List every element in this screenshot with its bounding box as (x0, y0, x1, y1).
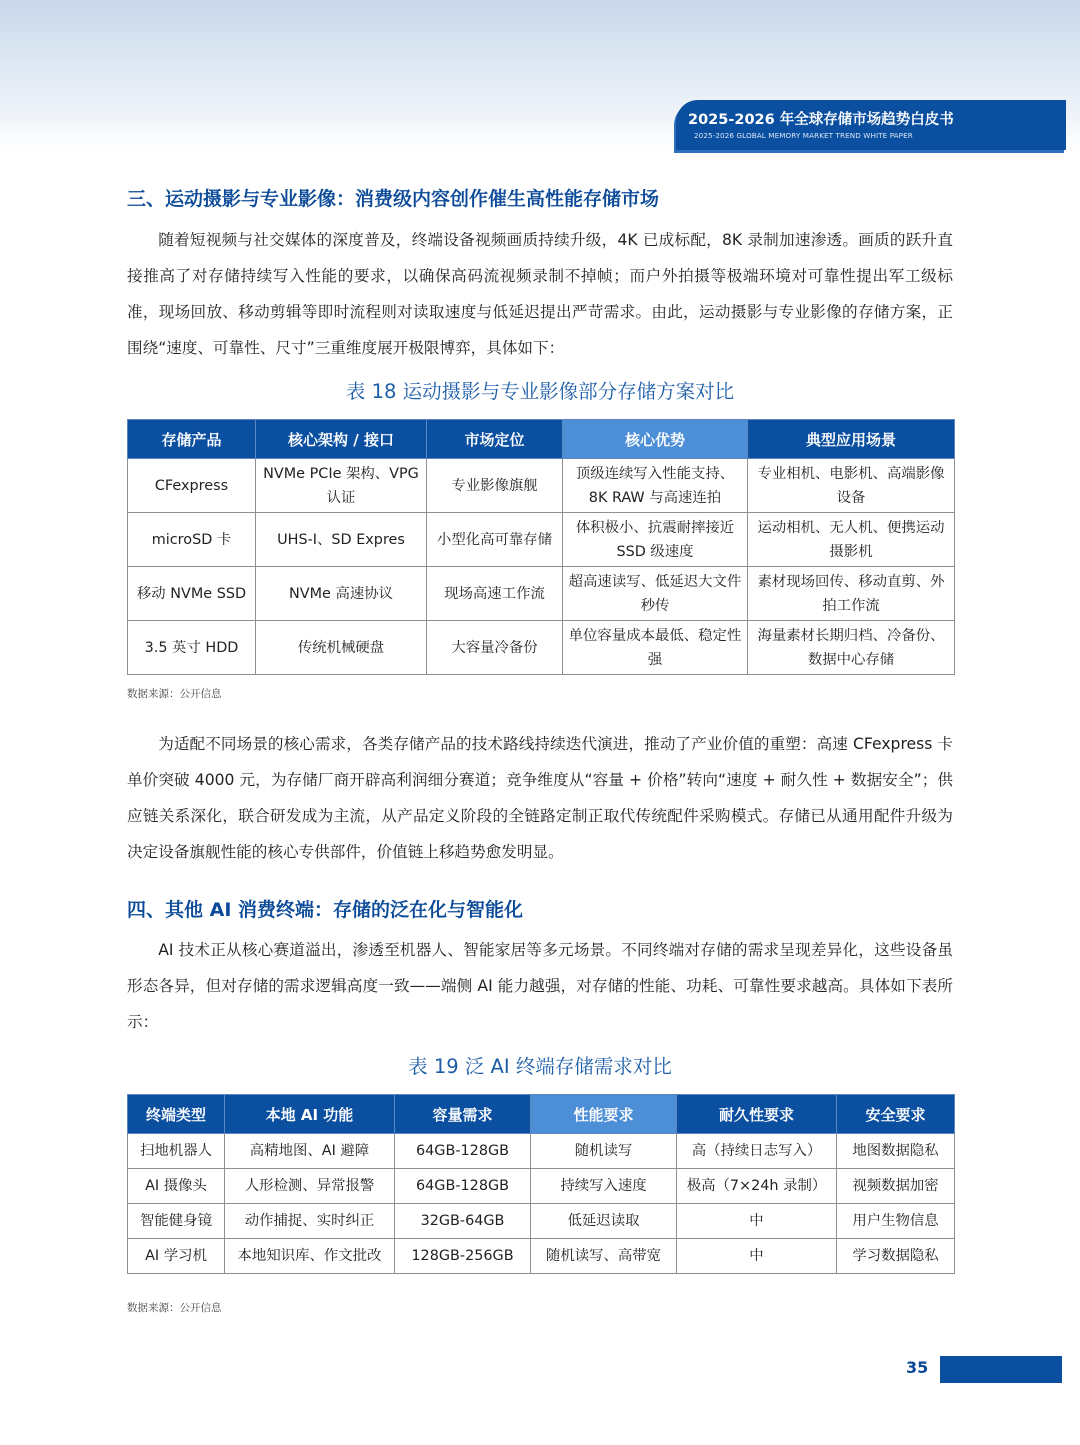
table-cell: 32GB-64GB (395, 1204, 531, 1239)
table-cell: 随机读写、高带宽 (531, 1239, 677, 1274)
table-18-caption: 表 18 运动摄影与专业影像部分存储方案对比 (345, 380, 735, 403)
table-cell: 超高速读写、低延迟大文件秒传 (563, 567, 748, 621)
table-cell: NVMe 高速协议 (256, 567, 427, 621)
table-cell: NVMe PCIe 架构、VPG 认证 (256, 459, 427, 513)
table-cell: 高（持续日志写入） (677, 1134, 837, 1169)
table-cell: 中 (677, 1204, 837, 1239)
table-cell: 中 (677, 1239, 837, 1274)
table-header-cell: 本地 AI 功能 (225, 1095, 395, 1134)
table-header-cell: 性能要求 (531, 1095, 677, 1134)
table-cell: 学习数据隐私 (837, 1239, 955, 1274)
table-cell: 专业影像旗舰 (427, 459, 563, 513)
table-cell: UHS-I、SD Expres (256, 513, 427, 567)
table-cell: 移动 NVMe SSD (128, 567, 256, 621)
table-header-cell: 典型应用场景 (748, 420, 955, 459)
table-cell: 人形检测、异常报警 (225, 1169, 395, 1204)
table-19-caption: 表 19 泛 AI 终端存储需求对比 (408, 1055, 672, 1078)
table-cell: microSD 卡 (128, 513, 256, 567)
table-cell: 极高（7×24h 录制） (677, 1169, 837, 1204)
page-number-bar (940, 1356, 1062, 1383)
table-cell: AI 学习机 (128, 1239, 225, 1274)
table-cell: 视频数据加密 (837, 1169, 955, 1204)
section-3-title: 三、运动摄影与专业影像：消费级内容创作催生高性能存储市场 (127, 188, 660, 210)
table-cell: 体积极小、抗震耐摔接近 SSD 级速度 (563, 513, 748, 567)
table-row (128, 621, 955, 675)
table-cell: 128GB-256GB (395, 1239, 531, 1274)
table-cell: 持续写入速度 (531, 1169, 677, 1204)
table-header-cell: 安全要求 (837, 1095, 955, 1134)
table-cell: 动作捕捉、实时纠正 (225, 1204, 395, 1239)
table-cell: 随机读写 (531, 1134, 677, 1169)
header-subtitle: 2025-2026 GLOBAL MEMORY MARKET TREND WHITE PAPER (694, 131, 913, 140)
table-19-source: 数据来源：公开信息 (127, 1302, 222, 1314)
table-19 (127, 1094, 955, 1274)
table-cell: 大容量冷备份 (427, 621, 563, 675)
page-number: 35 (906, 1358, 929, 1377)
table-header-cell: 核心架构 / 接口 (256, 420, 427, 459)
table-cell: 素材现场回传、移动直剪、外拍工作流 (748, 567, 955, 621)
table-cell: 小型化高可靠存储 (427, 513, 563, 567)
table-header-row (128, 1095, 955, 1134)
table-cell: 低延迟读取 (531, 1204, 677, 1239)
table-row (128, 1134, 955, 1169)
table-cell: 单位容量成本最低、稳定性强 (563, 621, 748, 675)
table-cell: 专业相机、电影机、高端影像设备 (748, 459, 955, 513)
section-3-paragraph-1: 随着短视频与社交媒体的深度普及，终端设备视频画质持续升级，4K 已成标配，8K 录制加速渗透。画质的跃升直接推高了对存储持续写入性能的要求，以确保高码流视频录制不掉帧；而户外拍摄等极端环境对可靠性提出军工级标准，现场回放、移动剪辑等即时流程则对读取速度与低延迟提出严苛需求。由此，运动摄影与专业影像的存储方案，正围绕“速度、可靠性、尺寸”三重维度展开极限博弈，具体如下： (127, 231, 953, 357)
table-cell: 本地知识库、作文批改 (225, 1239, 395, 1274)
table-row (128, 1239, 955, 1274)
table-header-cell: 存储产品 (128, 420, 256, 459)
table-cell: 智能健身镜 (128, 1204, 225, 1239)
table-18 (127, 419, 955, 675)
table-cell: 64GB-128GB (395, 1169, 531, 1204)
table-cell: 地图数据隐私 (837, 1134, 955, 1169)
table-cell: 顶级连续写入性能支持、8K RAW 与高速连拍 (563, 459, 748, 513)
table-cell: AI 摄像头 (128, 1169, 225, 1204)
table-cell: 运动相机、无人机、便携运动摄影机 (748, 513, 955, 567)
table-header-cell: 市场定位 (427, 420, 563, 459)
table-header-cell: 容量需求 (395, 1095, 531, 1134)
table-cell: CFexpress (128, 459, 256, 513)
section-3-paragraph-2: 为适配不同场景的核心需求，各类存储产品的技术路线持续迭代演进，推动了产业价值的重塑：高速 CFexpress 卡单价突破 4000 元，为存储厂商开辟高利润细分赛道；竞争维度从“容量 + 价格”转向“速度 + 耐久性 + 数据安全”；供应链关系深化，联合研发成为主流，从产品定义阶段的全链路定制正取代传统配件采购模式。存储已从通用配件升级为决定设备旗舰性能的核心专供部件，价值链上移趋势愈发明显。 (127, 735, 953, 861)
table-header-cell: 耐久性要求 (677, 1095, 837, 1134)
table-cell: 扫地机器人 (128, 1134, 225, 1169)
table-row (128, 1204, 955, 1239)
section-4-title: 四、其他 AI 消费终端：存储的泛在化与智能化 (127, 899, 524, 921)
table-header-cell: 核心优势 (563, 420, 748, 459)
table-18-source: 数据来源：公开信息 (127, 688, 222, 700)
header-title: 2025-2026 年全球存储市场趋势白皮书 (688, 112, 954, 128)
table-cell: 64GB-128GB (395, 1134, 531, 1169)
table-row (128, 459, 955, 513)
section-4-paragraph-1: AI 技术正从核心赛道溢出，渗透至机器人、智能家居等多元场景。不同终端对存储的需求呈现差异化，这些设备虽形态各异，但对存储的需求逻辑高度一致——端侧 AI 能力越强，对存储的性能、功耗、可靠性要求越高。具体如下表所示： (127, 941, 953, 1031)
table-cell: 海量素材长期归档、冷备份、数据中心存储 (748, 621, 955, 675)
table-cell: 3.5 英寸 HDD (128, 621, 256, 675)
table-header-cell: 终端类型 (128, 1095, 225, 1134)
table-cell: 现场高速工作流 (427, 567, 563, 621)
table-cell: 高精地图、AI 避障 (225, 1134, 395, 1169)
document-header (676, 100, 1066, 150)
table-row (128, 513, 955, 567)
table-row (128, 567, 955, 621)
table-row (128, 1169, 955, 1204)
table-header-row (128, 420, 955, 459)
table-cell: 传统机械硬盘 (256, 621, 427, 675)
table-cell: 用户生物信息 (837, 1204, 955, 1239)
